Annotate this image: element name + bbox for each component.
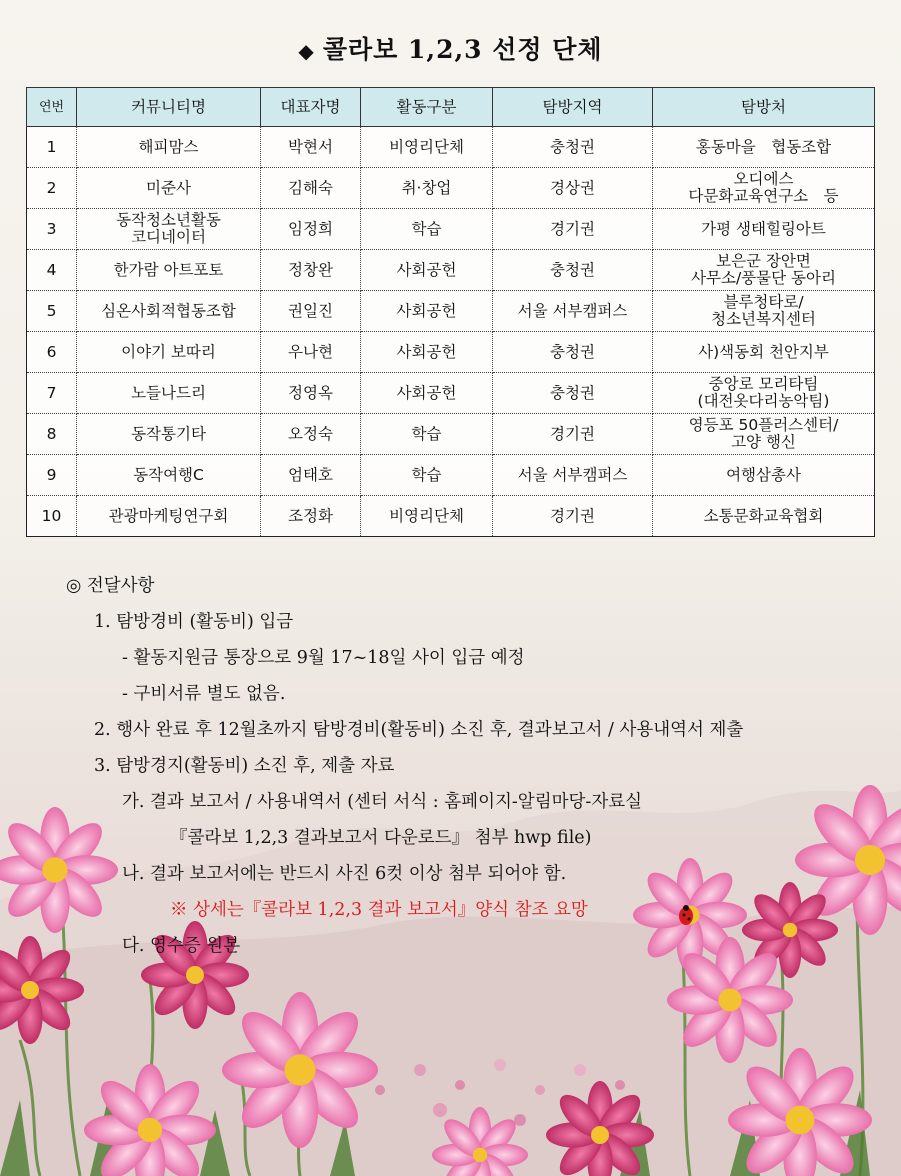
table-row [27,127,875,168]
cell-community: 이야기 보따리 [77,332,261,373]
cell-place: 블루청타로/ 청소년복지센터 [653,291,875,332]
cell-no: 9 [27,455,77,496]
cell-community: 미준사 [77,168,261,209]
cell-place: 중앙로 모리타팀 (대전옷다리농악팀) [653,373,875,414]
cell-region: 충청권 [493,250,653,291]
cell-activity: 비영리단체 [361,127,493,168]
cell-region: 서울 서부캠퍼스 [493,291,653,332]
header-activity: 활동구분 [361,88,493,127]
cell-no: 6 [27,332,77,373]
notice-item-1: 1. 탐방경비 (활동비) 입금 [94,612,294,632]
cell-leader: 김해숙 [261,168,361,209]
cell-region: 경기권 [493,414,653,455]
cell-community: 동작여행C [77,455,261,496]
cell-community: 동작통기타 [77,414,261,455]
cell-activity: 사회공헌 [361,373,493,414]
cell-leader: 엄태호 [261,455,361,496]
cell-no: 10 [27,496,77,537]
table-row [27,332,875,373]
diamond-icon: ◆ [298,39,315,63]
cell-region: 경기권 [493,209,653,250]
table-row [27,209,875,250]
cell-region: 충청권 [493,332,653,373]
header-leader: 대표자명 [261,88,361,127]
table-row [27,373,875,414]
cell-region: 경상권 [493,168,653,209]
table-row [27,250,875,291]
cell-place: 오디에스 다문화교육연구소 등 [653,168,875,209]
notice-item-2: 2. 행사 완료 후 12월초까지 탐방경비(활동비) 소진 후, 결과보고서 / 사용내역서 제출 [94,720,744,740]
cell-place: 영등포 50플러스센터/ 고양 행신 [653,414,875,455]
cell-no: 4 [27,250,77,291]
cell-leader: 정영옥 [261,373,361,414]
notice-heading: ◎ 전달사항 [66,576,155,596]
header-community: 커뮤니티명 [77,88,261,127]
cell-community: 해피맘스 [77,127,261,168]
cell-no: 7 [27,373,77,414]
cell-region: 경기권 [493,496,653,537]
cell-activity: 비영리단체 [361,496,493,537]
cell-place: 홍동마을 협동조합 [653,127,875,168]
notice-item-1a: - 활동지원금 통장으로 9월 17~18일 사이 입금 예정 [122,648,525,668]
cell-region: 충청권 [493,373,653,414]
cell-region: 충청권 [493,127,653,168]
cell-leader: 조정화 [261,496,361,537]
table-row [27,455,875,496]
page-title [0,30,901,66]
notice-item-1b: - 구비서류 별도 없음. [122,684,286,704]
notice-item-3-ga: 가. 결과 보고서 / 사용내역서 (센터 서식 : 홈페이지-알림마당-자료실 [122,792,643,812]
table-row [27,414,875,455]
cell-no: 1 [27,127,77,168]
cell-activity: 사회공헌 [361,291,493,332]
cell-leader: 정창완 [261,250,361,291]
cell-no: 2 [27,168,77,209]
table-row [27,496,875,537]
notice-section [66,568,886,964]
cell-leader: 권일진 [261,291,361,332]
header-place: 탐방처 [653,88,875,127]
selected-groups-table [26,87,875,537]
cell-no: 8 [27,414,77,455]
table-row [27,291,875,332]
notice-item-3-na: 나. 결과 보고서에는 반드시 사진 6컷 이상 첨부 되어야 함. [122,864,567,884]
cell-place: 여행삼총사 [653,455,875,496]
cell-place: 보은군 장안면 사무소/풍물단 동아리 [653,250,875,291]
notice-item-3-da: 다. 영수증 원본 [122,936,241,956]
notice-item-3-note: ※ 상세는『콜라보 1,2,3 결과 보고서』양식 참조 요망 [170,900,588,920]
cell-place: 가평 생태힐링아트 [653,209,875,250]
page-title-text: 콜라보 1,2,3 선정 단체 [322,35,603,64]
cell-leader: 우나현 [261,332,361,373]
cell-activity: 학습 [361,209,493,250]
header-no: 연번 [27,88,77,127]
notice-item-3-ga-cont: 『콜라보 1,2,3 결과보고서 다운로드』 첨부 hwp file) [170,828,592,848]
table-header-row [27,88,875,127]
cell-place: 소통문화교육협회 [653,496,875,537]
cell-region: 서울 서부캠퍼스 [493,455,653,496]
cell-community: 노들나드리 [77,373,261,414]
cell-leader: 임정희 [261,209,361,250]
cell-place: 사)색동회 천안지부 [653,332,875,373]
cell-community: 한가람 아트포토 [77,250,261,291]
cell-activity: 학습 [361,414,493,455]
notice-item-3: 3. 탐방경지(활동비) 소진 후, 제출 자료 [94,756,395,776]
cell-community: 동작청소년활동 코디네이터 [77,209,261,250]
cell-activity: 사회공헌 [361,250,493,291]
header-region: 탐방지역 [493,88,653,127]
cell-leader: 박현서 [261,127,361,168]
cell-no: 5 [27,291,77,332]
cell-activity: 사회공헌 [361,332,493,373]
cell-activity: 학습 [361,455,493,496]
cell-community: 관광마케팅연구회 [77,496,261,537]
cell-leader: 오정숙 [261,414,361,455]
cell-no: 3 [27,209,77,250]
cell-activity: 취·창업 [361,168,493,209]
table-row [27,168,875,209]
cell-community: 심온사회적협동조합 [77,291,261,332]
